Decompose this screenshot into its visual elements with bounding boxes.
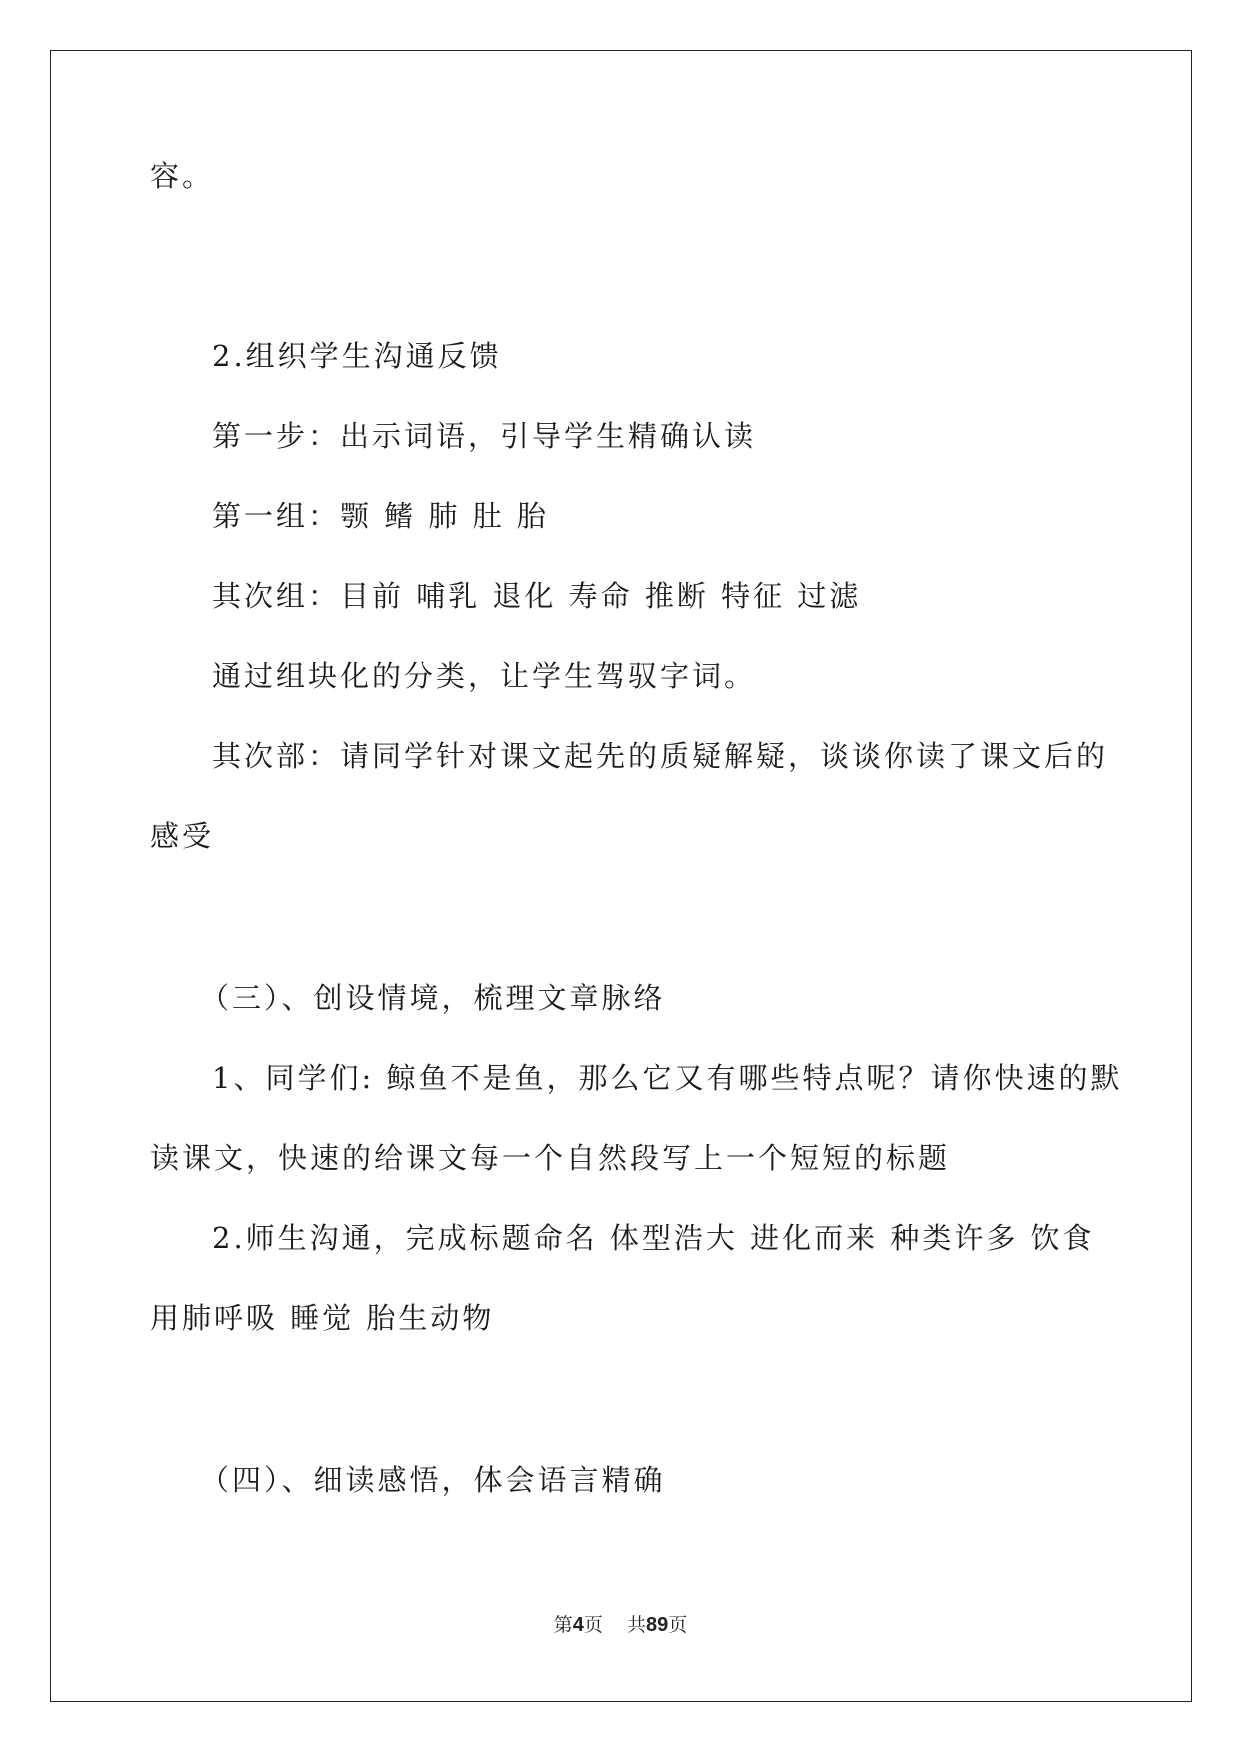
text-line: 感受 xyxy=(150,819,215,853)
text-line: 用肺呼吸 睡觉 胎生动物 xyxy=(150,1301,495,1335)
text-line: 其次部：请同学针对课文起先的质疑解疑，谈谈你读了课文后的 xyxy=(212,739,1109,773)
total-prefix: 共 xyxy=(626,1615,646,1636)
page-number: 4 xyxy=(572,1614,584,1636)
text-line: 读课文，快速的给课文每一个自然段写上一个短短的标题 xyxy=(150,1141,951,1175)
text-line: 1、同学们: 鲸鱼不是鱼，那么它又有哪些特点呢？请你快速的默 xyxy=(212,1061,1123,1095)
page-suffix: 页 xyxy=(583,1615,603,1636)
page-footer xyxy=(0,1613,1241,1638)
page-prefix: 第 xyxy=(553,1615,573,1636)
text-line: 通过组块化的分类，让学生驾驭字词。 xyxy=(212,659,757,693)
text-line: 第一步：出示词语，引导学生精确认读 xyxy=(212,419,757,453)
text-line: 2.师生沟通，完成标题命名 体型浩大 进化而来 种类许多 饮食 xyxy=(212,1221,1095,1255)
section-heading-4: （四）、细读感悟，体会语言精确 xyxy=(200,1463,666,1497)
text-line-word-group-2: 其次组：目前 哺乳 退化 寿命 推断 特征 过滤 xyxy=(212,579,862,613)
total-pages: 89 xyxy=(645,1614,669,1636)
total-suffix: 页 xyxy=(668,1615,688,1636)
text-line-continuation: 容。 xyxy=(150,159,215,193)
text-line-step-heading: 2.组织学生沟通反馈 xyxy=(212,339,502,373)
text-line-word-group-1: 第一组：颚 鳍 肺 肚 胎 xyxy=(212,499,549,533)
section-heading-3: （三）、创设情境，梳理文章脉络 xyxy=(200,981,666,1015)
page-border xyxy=(50,50,1192,1702)
